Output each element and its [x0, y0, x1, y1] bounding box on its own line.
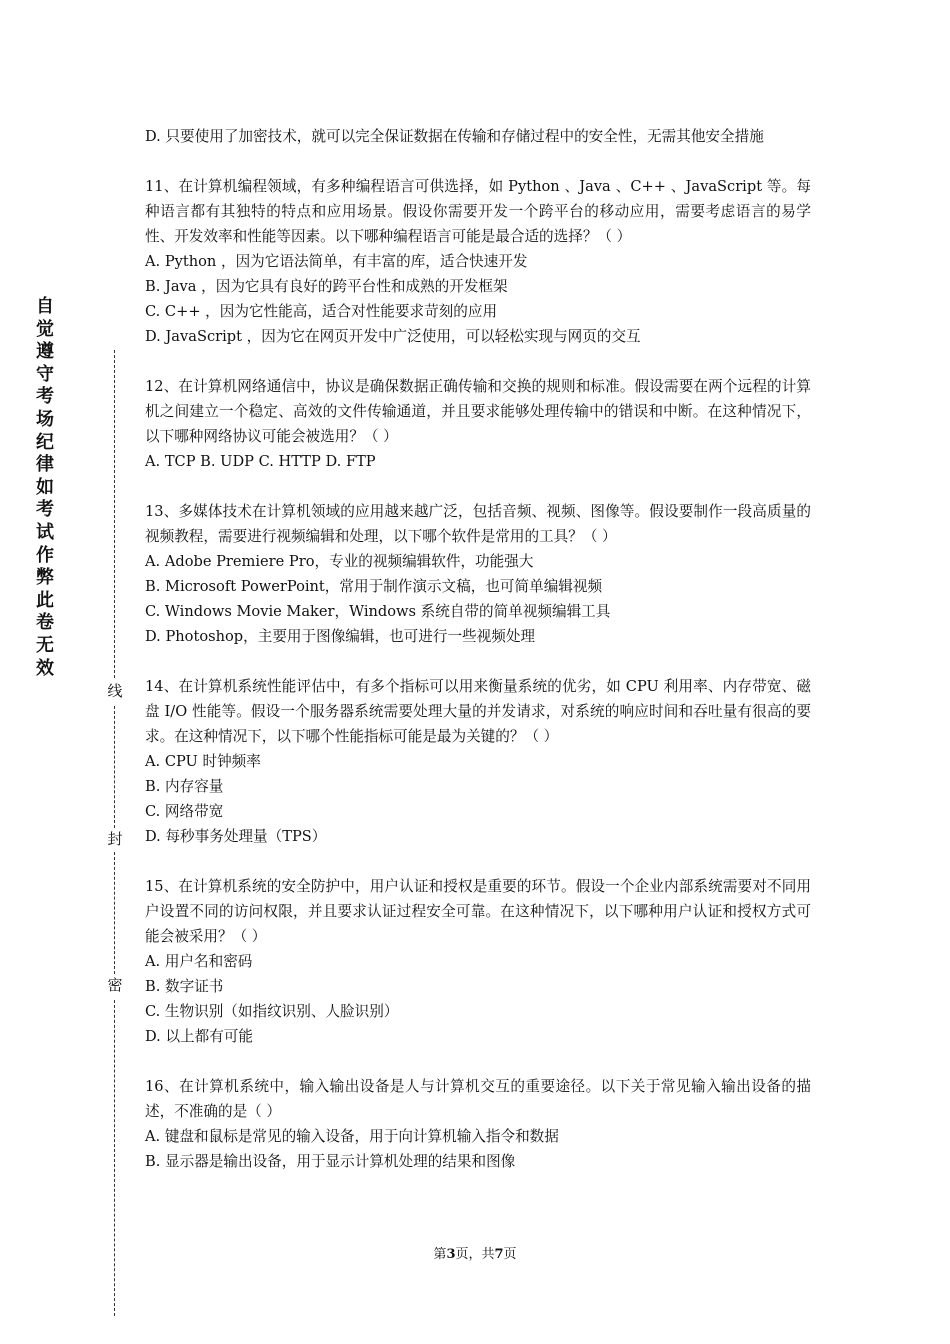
option-d: D. Photoshop，主要用于图像编辑，也可进行一些视频处理	[145, 628, 536, 645]
option-a: A. Python ，因为它语法简单，有丰富的库，适合快速开发	[145, 253, 528, 270]
question-stem: 11、在计算机编程领域，有多种编程语言可供选择，如 Python 、Java 、C++ 、JavaScript 等。每种语言都有其独特的特点和应用场景。假设你需要开发一个跨平台的移动应用，需要考虑语言的易学性、开发效率和性能等因素。以下哪种编程语言可能是最合适的选择？（ ）	[145, 178, 811, 245]
binding-mark-xian: 线	[107, 682, 123, 700]
binding-mark-feng: 封	[107, 830, 123, 848]
dashed-line-segment	[114, 350, 115, 678]
option-a: A. CPU 时钟频率	[145, 753, 261, 770]
binding-line	[104, 350, 126, 1320]
footer-prefix: 第	[433, 1247, 447, 1262]
question-stem: 16、在计算机系统中，输入输出设备是人与计算机交互的重要途径。以下关于常见输入输出设备的描述，不准确的是（ ）	[145, 1078, 811, 1120]
options-inline: A. TCP B. UDP C. HTTP D. FTP	[145, 453, 376, 470]
exam-content	[145, 124, 811, 1199]
option-c: C. 生物识别（如指纹识别、人脸识别）	[145, 1003, 399, 1020]
dashed-line-segment	[114, 706, 115, 828]
total-pages: 7	[494, 1247, 504, 1262]
exam-discipline-notice: 自觉遵守考场纪律如考试作弊此卷无效	[36, 296, 54, 679]
question-stem: 12、在计算机网络通信中，协议是确保数据正确传输和交换的规则和标准。假设需要在两个远程的计算机之间建立一个稳定、高效的文件传输通道，并且要求能够处理传输中的错误和中断。在这种情况下，以下哪种网络协议可能会被选用？（ ）	[145, 378, 811, 445]
question-stem: 15、在计算机系统的安全防护中，用户认证和授权是重要的环节。假设一个企业内部系统需要对不同用户设置不同的访问权限，并且要求认证过程安全可靠。在这种情况下，以下哪种用户认证和授权方式可能会被采用？（ ）	[145, 878, 811, 945]
question-15	[145, 874, 811, 1049]
question-12	[145, 374, 811, 474]
option-b: B. Java ，因为它具有良好的跨平台性和成熟的开发框架	[145, 278, 508, 295]
option-b: B. Microsoft PowerPoint，常用于制作演示文稿，也可简单编辑视频	[145, 578, 603, 595]
question-14	[145, 674, 811, 849]
option-c: C. C++ ，因为它性能高，适合对性能要求苛刻的应用	[145, 303, 498, 320]
question-stem: 14、在计算机系统性能评估中，有多个指标可以用来衡量系统的优劣，如 CPU 利用率、内存带宽、磁盘 I/O 性能等。假设一个服务器系统需要处理大量的并发请求，对系统的响应时间和吞吐量有很高的要求。在这种情况下，以下哪个性能指标可能是最为关键的？（ ）	[145, 678, 811, 745]
option-a: A. 键盘和鼠标是常见的输入设备，用于向计算机输入指令和数据	[145, 1128, 559, 1145]
option-b: B. 内存容量	[145, 778, 224, 795]
option-a: A. Adobe Premiere Pro，专业的视频编辑软件，功能强大	[145, 553, 534, 570]
option-d: D. 只要使用了加密技术，就可以完全保证数据在传输和存储过程中的安全性，无需其他安全措施	[145, 128, 764, 145]
option-c: C. 网络带宽	[145, 803, 224, 820]
option-d: D. 以上都有可能	[145, 1028, 254, 1045]
question-stem: 13、多媒体技术在计算机领域的应用越来越广泛，包括音频、视频、图像等。假设要制作一段高质量的视频教程，需要进行视频编辑和处理，以下哪个软件是常用的工具？（ ）	[145, 503, 811, 545]
binding-mark-mi: 密	[107, 976, 123, 994]
dashed-line-segment	[114, 1000, 115, 1316]
option-d: D. JavaScript ，因为它在网页开发中广泛使用，可以轻松实现与网页的交互	[145, 328, 641, 345]
option-b: B. 数字证书	[145, 978, 224, 995]
dashed-line-segment	[114, 852, 115, 974]
option-b: B. 显示器是输出设备，用于显示计算机处理的结果和图像	[145, 1153, 516, 1170]
question-11	[145, 174, 811, 349]
page-number: 3	[446, 1247, 456, 1262]
option-d: D. 每秒事务处理量（TPS）	[145, 828, 327, 845]
option-c: C. Windows Movie Maker，Windows 系统自带的简单视频编辑工具	[145, 603, 611, 620]
previous-question-continuation	[145, 124, 811, 149]
page-footer	[0, 1246, 950, 1264]
footer-middle: 页，共	[455, 1247, 495, 1262]
question-13	[145, 499, 811, 649]
footer-suffix: 页	[503, 1247, 517, 1262]
question-16	[145, 1074, 811, 1174]
option-a: A. 用户名和密码	[145, 953, 253, 970]
